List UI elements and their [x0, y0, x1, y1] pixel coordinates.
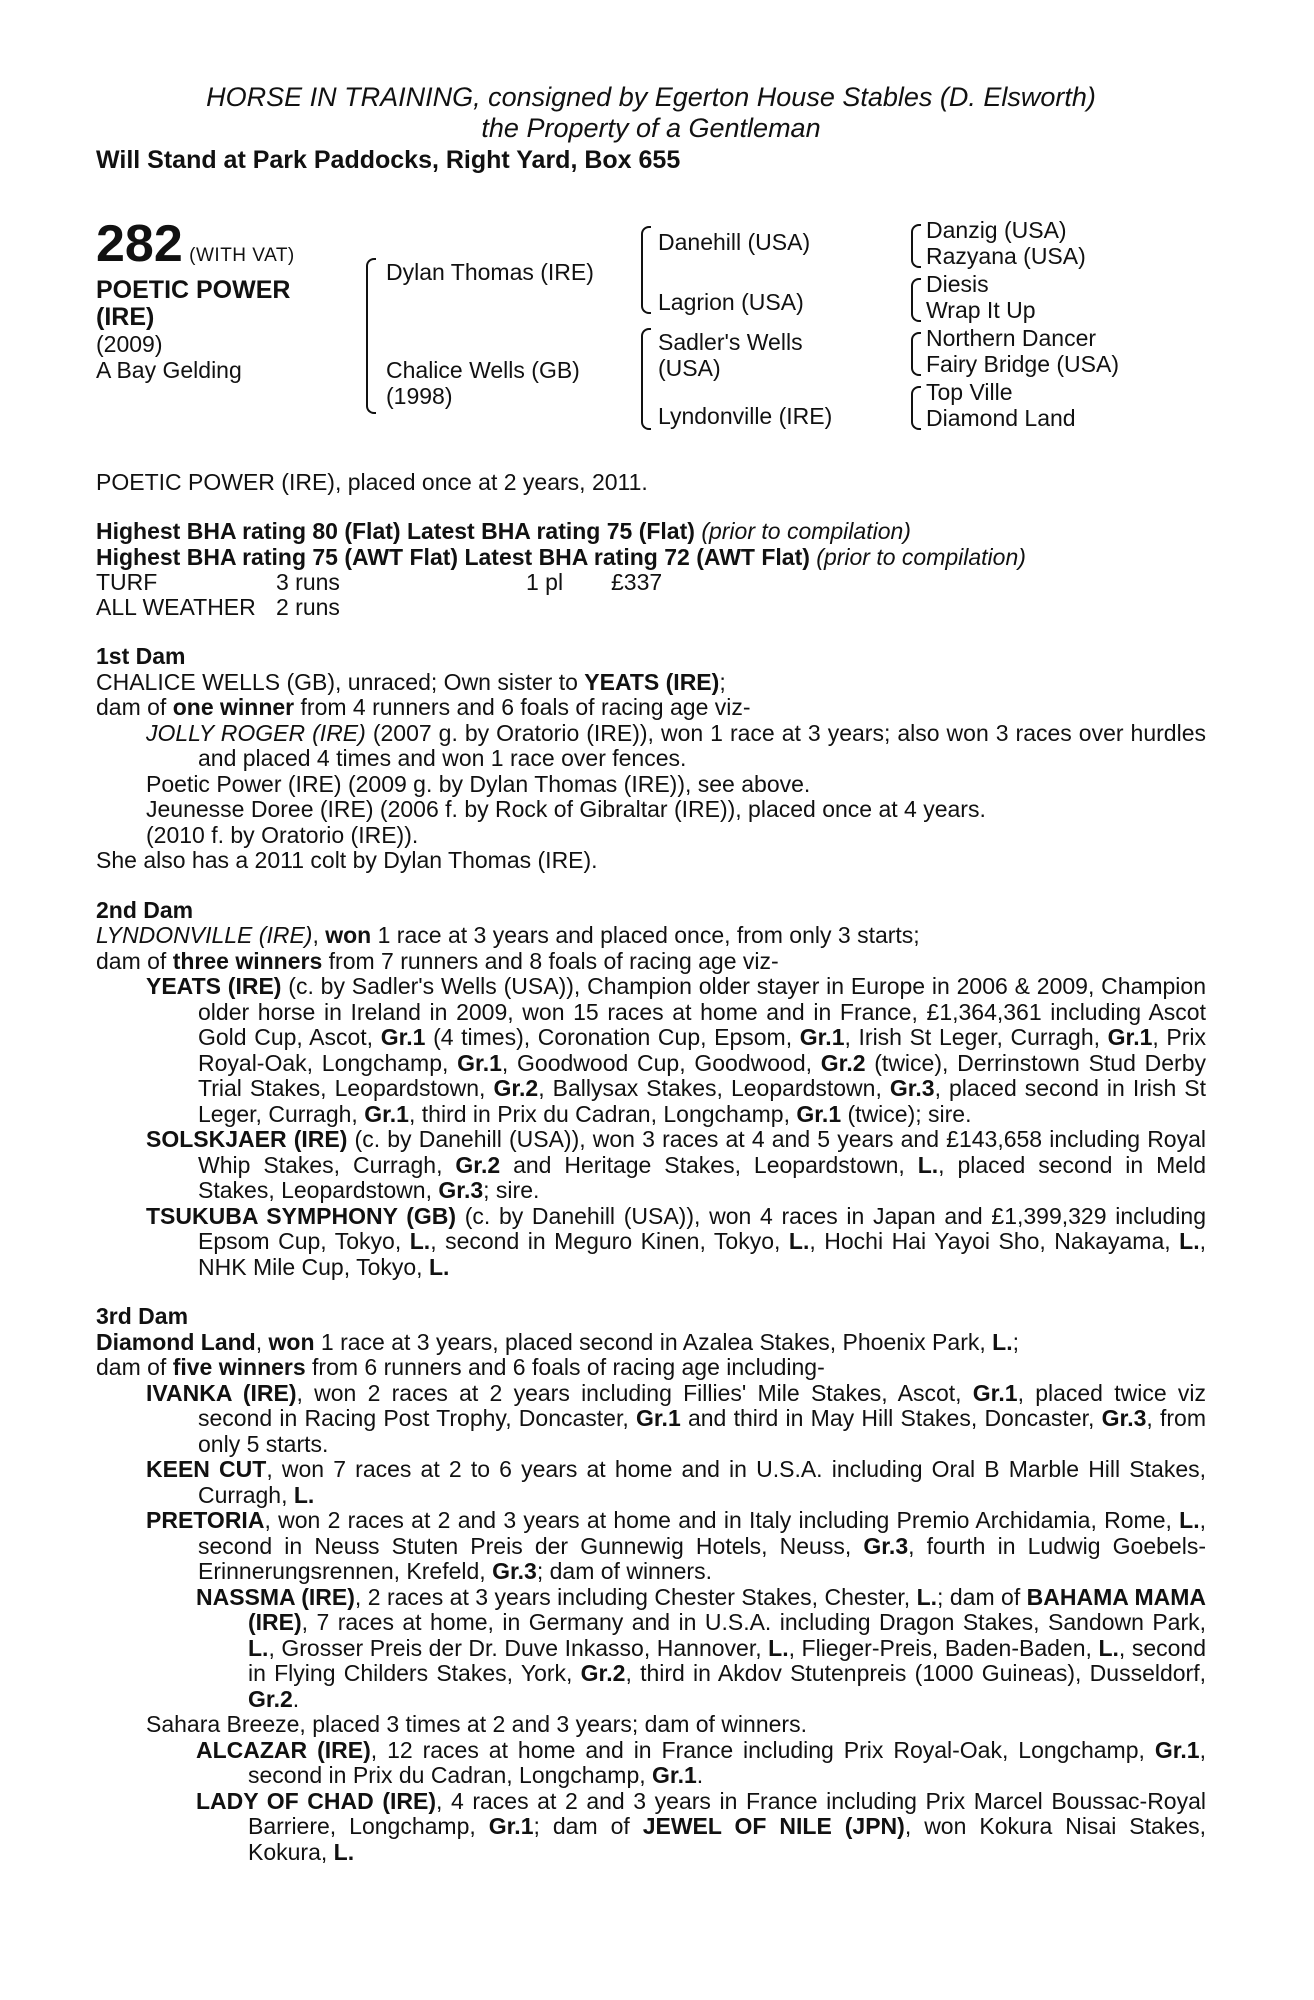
horse-country: (IRE) — [96, 302, 155, 331]
lot-number: 282 — [96, 214, 183, 273]
text-run: , second in Meguro Kinen, Tokyo, — [430, 1228, 789, 1254]
text-run: (c. by Sadler's Wells (USA)), Champion older stayer in Europe in 2006 & 2009, Champion older horse in Ireland in 2009, won 15 races at home and in France, £1,364,361 including Ascot Gold Cup, Ascot, — [198, 973, 1206, 1050]
produce-entry — [96, 1738, 1206, 1789]
horse-name: POETIC POWER — [96, 275, 291, 304]
sire-sire-name: Danehill (USA) — [658, 228, 811, 255]
produce-name: TSUKUBA SYMPHONY (GB) — [146, 1202, 457, 1229]
text-run: , 4 races at 2 and 3 years in France including Prix Marcel Boussac-Royal Barriere, Longchamp, — [248, 1787, 1206, 1839]
text-run: dam of — [96, 947, 173, 974]
text-run: , third in Prix du Cadran, Longchamp, — [408, 1100, 797, 1127]
first-dam-heading: 1st Dam — [96, 643, 186, 669]
produce-entry: (2010 f. by Oratorio (IRE)). — [146, 821, 419, 848]
produce-name: BAHAMA MAMA (IRE) — [248, 1583, 1206, 1635]
grade-badge: Gr.2 — [493, 1075, 539, 1101]
text-run: from 7 runners and 8 foals of racing age viz- — [322, 947, 779, 974]
text-run: , won 7 races at 2 to 6 years at home and in U.S.A. including Oral B Marble Hill Stakes, Curragh, — [198, 1456, 1206, 1508]
rating-awt-note: (prior to compilation) — [816, 543, 1026, 570]
produce-entry — [96, 1585, 1206, 1713]
granddam-line-1: Danzig (USA) — [926, 216, 1067, 243]
grade-badge: L. — [1098, 1634, 1119, 1661]
produce-name: ALCAZAR (IRE) — [196, 1736, 371, 1763]
grade-badge: L. — [992, 1328, 1013, 1355]
dam-year: (1998) — [386, 382, 453, 409]
race-record — [96, 570, 662, 620]
dam-name: LYNDONVILLE (IRE) — [96, 922, 313, 948]
text-run: won — [325, 922, 372, 948]
pedigree-bracket — [911, 332, 921, 376]
text-run: , NHK Mile Cup, Tokyo, — [198, 1228, 1206, 1280]
text-run: , — [312, 922, 326, 948]
aw-label: ALL WEATHER — [96, 594, 256, 620]
text-run: from 6 runners and 6 foals of racing age including- — [305, 1354, 825, 1380]
text-run: , 12 races at home and in France including Prix Royal-Oak, Longchamp, — [370, 1736, 1155, 1763]
produce-name: LADY OF CHAD (IRE) — [196, 1787, 436, 1814]
granddam-line-6: Fairy Bridge (USA) — [926, 350, 1119, 377]
produce-note: She also has a 2011 colt by Dylan Thomas (IRE). — [96, 847, 598, 873]
text-run: , 7 races at home, in Germany and in U.S.A. including Dragon Stakes, Sandown Park, — [301, 1609, 1206, 1635]
pedigree-bracket — [641, 226, 651, 314]
granddam-line-4: Wrap It Up — [926, 296, 1036, 323]
produce-entry — [96, 721, 1206, 772]
grade-badge: Gr.2 — [248, 1685, 293, 1712]
first-dam-line — [96, 670, 1206, 696]
grade-badge: L. — [788, 1228, 810, 1254]
produce-entry — [96, 1508, 1206, 1585]
grade-badge: L. — [293, 1481, 315, 1508]
grade-badge: L. — [916, 1583, 938, 1610]
lot-heading — [96, 214, 295, 273]
pedigree-bracket — [911, 278, 921, 322]
third-dam-heading: 3rd Dam — [96, 1303, 189, 1329]
third-dam-produce-summary — [96, 1355, 1206, 1381]
horse-link-name: YEATS (IRE) — [584, 668, 720, 695]
race-summary: POETIC POWER (IRE), placed once at 2 years, 2011. — [96, 468, 648, 495]
text-run: from 4 runners and 6 foals of racing age viz- — [294, 694, 751, 720]
winner-count: three winners — [172, 947, 323, 974]
rating-flat-note: (prior to compilation) — [701, 518, 911, 544]
dam-name: Chalice Wells (GB) — [386, 356, 580, 383]
text-run: , from only 5 starts. — [198, 1405, 1207, 1457]
grade-badge: Gr.1 — [380, 1024, 426, 1050]
turf-label: TURF — [96, 569, 158, 595]
text-run: , Ballysax Stakes, Leopardstown, — [538, 1075, 890, 1101]
text-run: 1 race at 3 years and placed once, from only 3 starts; — [371, 922, 920, 948]
text-run: , Flieger-Preis, Baden-Baden, — [788, 1634, 1099, 1661]
text-run: (4 times), Coronation Cup, Epsom, — [425, 1024, 800, 1050]
text-run: CHALICE WELLS (GB), unraced; Own sister to — [96, 668, 585, 695]
grade-badge: Gr.1 — [364, 1100, 409, 1127]
produce-name: SOLSKJAER (IRE) — [146, 1126, 348, 1152]
text-run: , Goodwood Cup, Goodwood, — [501, 1049, 821, 1076]
text-run: . — [696, 1762, 704, 1788]
text-run: ; dam of winners. — [536, 1558, 712, 1584]
pedigree-table — [96, 214, 1206, 458]
grade-badge: Gr.3 — [1101, 1405, 1147, 1431]
text-run: dam of — [96, 694, 173, 720]
produce-entry — [96, 1127, 1206, 1204]
text-run: dam of — [96, 1354, 173, 1380]
sire-dam-name: Lagrion (USA) — [658, 288, 804, 315]
text-run: , Grosser Preis der Dr. Duve Inkasso, Hannover, — [268, 1634, 769, 1661]
produce-entry: Jeunesse Doree (IRE) (2006 f. by Rock of Gibraltar (IRE)), placed once at 4 years. — [146, 796, 986, 822]
pedigree-bracket — [366, 258, 376, 414]
produce-name: NASSMA (IRE) — [196, 1583, 355, 1610]
horse-year: (2009) — [96, 330, 163, 357]
text-run: , Hochi Hai Yayoi Sho, Nakayama, — [809, 1228, 1180, 1254]
text-run: , Irish St Leger, Curragh, — [844, 1024, 1108, 1050]
granddam-line-5: Northern Dancer — [926, 324, 1097, 351]
grade-badge: Gr.3 — [438, 1177, 484, 1203]
text-run: ; dam of — [937, 1583, 1027, 1610]
grade-badge: Gr.3 — [863, 1532, 909, 1559]
text-run: , Prix Royal-Oak, Longchamp, — [198, 1024, 1207, 1076]
horse-description: A Bay Gelding — [96, 356, 242, 383]
granddam-line-8: Diamond Land — [926, 404, 1076, 431]
text-run: , third in Akdov Stutenpreis (1000 Guineas), Dusseldorf, — [625, 1660, 1206, 1686]
text-run: , placed twice viz second in Racing Post Trophy, Doncaster, — [198, 1379, 1206, 1431]
grade-badge: L. — [428, 1253, 450, 1280]
sire-name: Dylan Thomas (IRE) — [386, 258, 594, 285]
consignor-line: HORSE IN TRAINING, consigned by Egerton House Stables (D. Elsworth) — [206, 82, 1096, 112]
granddam-line-2: Razyana (USA) — [926, 242, 1086, 269]
granddam-line-3: Diesis — [926, 270, 989, 297]
produce-entry — [96, 974, 1206, 1127]
text-run: ; — [1012, 1328, 1019, 1355]
pedigree-bracket — [911, 386, 921, 430]
produce-entry: Poetic Power (IRE) (2009 g. by Dylan Thomas (IRE)), see above. — [146, 770, 811, 797]
rating-flat-text: Highest BHA rating 80 (Flat) Latest BHA rating 75 (Flat) — [96, 518, 695, 544]
text-run: , won Kokura Nisai Stakes, Kokura, — [248, 1813, 1206, 1865]
aw-runs: 2 runs — [276, 594, 340, 620]
text-run: won — [268, 1328, 315, 1355]
dam-dam-name: Lyndonville (IRE) — [658, 402, 833, 429]
grade-badge: Gr.3 — [889, 1075, 935, 1101]
text-run: , second in Flying Childers Stakes, York, — [248, 1634, 1206, 1686]
grade-badge: Gr.2 — [455, 1151, 501, 1178]
rating-flat — [96, 519, 1206, 545]
text-run: , won 2 races at 2 years including Fillies' Mile Stakes, Ascot, — [296, 1379, 973, 1406]
text-run: ; sire. — [483, 1177, 540, 1203]
text-run: (2007 g. by Oratorio (IRE)), won 1 race at 3 years; also won 3 races over hurdles and placed 4 times and won 1 race over fences. — [198, 719, 1206, 771]
text-run: , — [255, 1328, 269, 1355]
grade-badge: L. — [1179, 1507, 1200, 1533]
produce-name: PRETORIA — [146, 1507, 265, 1533]
dam-name: Diamond Land — [96, 1328, 256, 1355]
grade-badge: L. — [768, 1634, 789, 1661]
text-run: , 2 races at 3 years including Chester Stakes, Chester, — [354, 1583, 917, 1610]
first-dam-produce-summary — [96, 695, 1206, 721]
grade-badge: Gr.1 — [972, 1379, 1018, 1406]
text-run: , second in Neuss Stuten Preis der Gunnewig Hotels, Neuss, — [198, 1507, 1206, 1559]
pedigree-bracket — [641, 328, 651, 430]
second-dam-heading: 2nd Dam — [96, 896, 194, 923]
grade-badge: Gr.2 — [820, 1049, 866, 1076]
rating-awt-text: Highest BHA rating 75 (AWT Flat) Latest BHA rating 72 (AWT Flat) — [96, 543, 810, 570]
third-dam-line — [96, 1330, 1206, 1356]
second-dam-produce-summary — [96, 949, 1206, 975]
produce-entry — [96, 1204, 1206, 1281]
produce-entry — [96, 1457, 1206, 1508]
turf-placed: 1 pl — [526, 569, 564, 595]
produce-entry — [96, 1789, 1206, 1866]
stand-location: Will Stand at Park Paddocks, Right Yard, Box 655 — [96, 146, 681, 174]
grade-badge: Gr.3 — [492, 1558, 537, 1584]
text-run: 1 race at 3 years, placed second in Azalea Stakes, Phoenix Park, — [314, 1328, 993, 1355]
winner-count: one winner — [172, 694, 295, 720]
text-run: , won 2 races at 2 and 3 years at home and in Italy including Premio Archidamia, Rome, — [264, 1507, 1180, 1533]
grade-badge: Gr.1 — [652, 1762, 697, 1788]
produce-name: JOLLY ROGER (IRE) — [146, 719, 366, 746]
turf-earnings: £337 — [611, 569, 663, 595]
grade-badge: Gr.1 — [488, 1813, 534, 1839]
text-run: (c. by Danehill (USA)), won 3 races at 4 and 5 years and £143,658 including Royal Whip Stakes, Curragh, — [198, 1126, 1206, 1178]
grade-badge: Gr.1 — [1154, 1736, 1200, 1763]
produce-name: YEATS (IRE) — [146, 973, 282, 999]
grade-badge: L. — [333, 1838, 355, 1865]
text-run: and third in May Hill Stakes, Doncaster, — [680, 1405, 1102, 1431]
text-run: , fourth in Ludwig Goebels-Erinnerungsrennen, Krefeld, — [198, 1532, 1206, 1584]
produce-name: KEEN CUT — [146, 1456, 267, 1482]
grade-badge: Gr.1 — [1107, 1024, 1153, 1050]
grade-badge: Gr.2 — [580, 1660, 626, 1686]
grade-badge: L. — [248, 1634, 269, 1661]
text-run: and Heritage Stakes, Leopardstown, — [500, 1151, 918, 1178]
turf-runs: 3 runs — [276, 569, 340, 595]
grade-badge: L. — [1179, 1228, 1200, 1254]
grade-badge: Gr.1 — [799, 1024, 845, 1050]
text-run: ; dam of — [533, 1813, 643, 1839]
text-run: , placed second in Irish St Leger, Curragh, — [198, 1075, 1206, 1127]
grade-badge: Gr.1 — [796, 1100, 842, 1127]
text-run: (twice); sire. — [841, 1100, 972, 1127]
dam-sire-country: (USA) — [658, 354, 721, 381]
text-run: , second in Prix du Cadran, Longchamp, — [248, 1736, 1206, 1788]
text-run: (c. by Danehill (USA)), won 4 races in Japan and £1,399,329 including Epsom Cup, Tokyo, — [198, 1202, 1207, 1254]
produce-entry: Sahara Breeze, placed 3 times at 2 and 3 years; dam of winners. — [146, 1711, 807, 1737]
grade-badge: L. — [917, 1151, 939, 1178]
winner-count: five winners — [172, 1354, 306, 1380]
produce-name: JEWEL OF NILE (JPN) — [642, 1813, 905, 1839]
vat-note: (WITH VAT) — [189, 244, 295, 266]
grade-badge: Gr.1 — [457, 1049, 502, 1076]
catalogue-page — [96, 82, 1206, 1865]
rating-awt — [96, 545, 1206, 571]
second-dam-line — [96, 923, 1206, 949]
produce-entry — [96, 1381, 1206, 1458]
text-run: (twice), Derrinstown Stud Derby Trial Stakes, Leopardstown, — [198, 1049, 1206, 1101]
property-line: the Property of a Gentleman — [481, 113, 821, 143]
dam-sire-name: Sadler's Wells — [658, 328, 803, 355]
text-run: ; — [719, 668, 726, 695]
grade-badge: L. — [409, 1228, 431, 1254]
text-run: , placed second in Meld Stakes, Leopardstown, — [198, 1151, 1206, 1203]
produce-name: IVANKA (IRE) — [146, 1379, 297, 1406]
granddam-line-7: Top Ville — [926, 378, 1013, 405]
pedigree-bracket — [911, 224, 921, 268]
text-run: . — [292, 1685, 300, 1712]
grade-badge: Gr.1 — [635, 1405, 681, 1431]
